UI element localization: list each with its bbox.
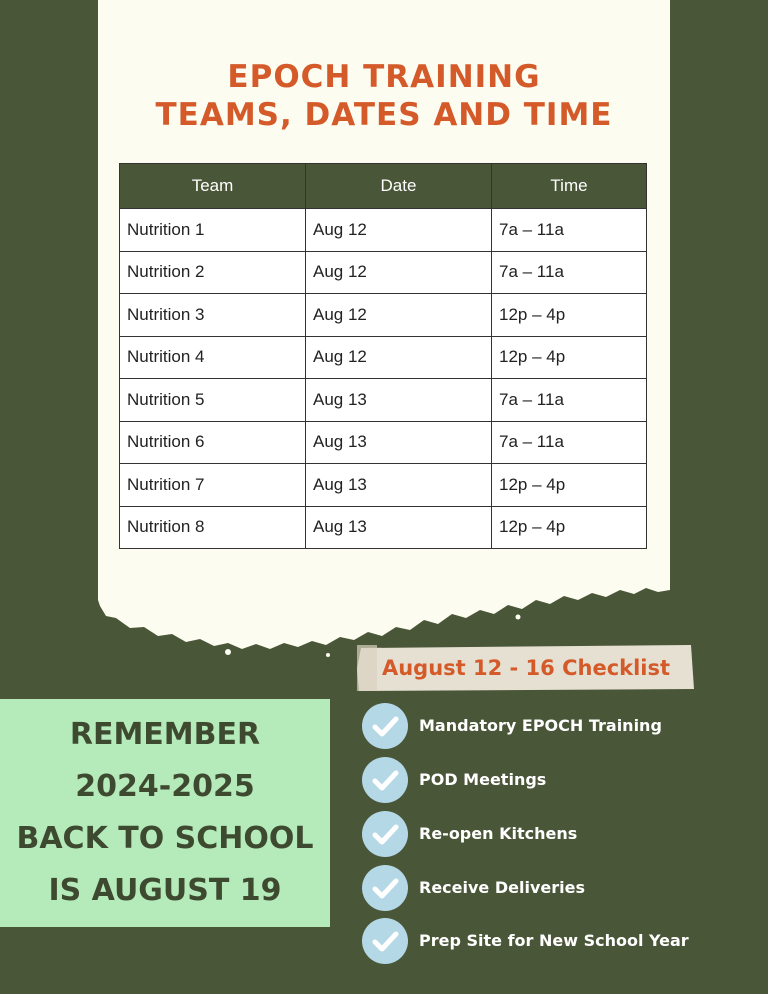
team-cell: Nutrition 2: [120, 251, 306, 294]
table-header-row: [120, 164, 647, 209]
time-cell: 12p – 4p: [492, 464, 647, 507]
table-row: [120, 294, 647, 337]
time-cell: 12p – 4p: [492, 506, 647, 549]
date-cell: Aug 13: [306, 506, 492, 549]
time-cell: 7a – 11a: [492, 379, 647, 422]
time-cell: 12p – 4p: [492, 294, 647, 337]
time-cell: 7a – 11a: [492, 421, 647, 464]
check-icon: [362, 757, 408, 803]
date-cell: Aug 12: [306, 336, 492, 379]
remember-line-4: IS AUGUST 19: [48, 873, 282, 908]
list-item: [362, 865, 762, 911]
table-row: [120, 251, 647, 294]
checklist-title: August 12 - 16 Checklist: [381, 656, 671, 680]
table-row: [120, 464, 647, 507]
table-row: [120, 336, 647, 379]
check-icon: [362, 703, 408, 749]
remember-line-1: REMEMBER: [69, 717, 261, 752]
team-cell: Nutrition 3: [120, 294, 306, 337]
remember-box: [0, 699, 330, 927]
date-cell: Aug 13: [306, 421, 492, 464]
check-icon: [362, 918, 408, 964]
checklist-item-label: POD Meetings: [419, 770, 547, 789]
column-header-date: Date: [306, 164, 492, 209]
check-icon: [362, 811, 408, 857]
team-cell: Nutrition 1: [120, 209, 306, 252]
checklist-item-label: Re-open Kitchens: [419, 824, 578, 843]
table-row: [120, 209, 647, 252]
time-cell: 12p – 4p: [492, 336, 647, 379]
checklist-item-label: Prep Site for New School Year: [419, 931, 689, 950]
date-cell: Aug 13: [306, 464, 492, 507]
checklist-item-label: Receive Deliveries: [419, 878, 585, 897]
title-line-1: EPOCH TRAINING: [227, 59, 541, 95]
team-cell: Nutrition 7: [120, 464, 306, 507]
table-row: [120, 506, 647, 549]
list-item: [362, 703, 762, 749]
table-row: [120, 421, 647, 464]
checklist-title-tape: [357, 645, 695, 691]
title-line-2: TEAMS, DATES AND TIME: [155, 97, 613, 133]
table-row: [120, 379, 647, 422]
team-cell: Nutrition 6: [120, 421, 306, 464]
remember-line-2: 2024-2025: [75, 769, 255, 804]
date-cell: Aug 12: [306, 294, 492, 337]
list-item: [362, 918, 762, 964]
time-cell: 7a – 11a: [492, 251, 647, 294]
list-item: [362, 811, 762, 857]
check-icon: [362, 865, 408, 911]
page-title: [98, 58, 670, 134]
remember-line-3: BACK TO SCHOOL: [16, 821, 314, 856]
list-item: [362, 757, 762, 803]
date-cell: Aug 12: [306, 251, 492, 294]
column-header-time: Time: [492, 164, 647, 209]
team-cell: Nutrition 5: [120, 379, 306, 422]
column-header-team: Team: [120, 164, 306, 209]
checklist-item-label: Mandatory EPOCH Training: [419, 716, 662, 735]
team-cell: Nutrition 4: [120, 336, 306, 379]
training-schedule-table: [119, 163, 647, 549]
time-cell: 7a – 11a: [492, 209, 647, 252]
date-cell: Aug 12: [306, 209, 492, 252]
date-cell: Aug 13: [306, 379, 492, 422]
team-cell: Nutrition 8: [120, 506, 306, 549]
